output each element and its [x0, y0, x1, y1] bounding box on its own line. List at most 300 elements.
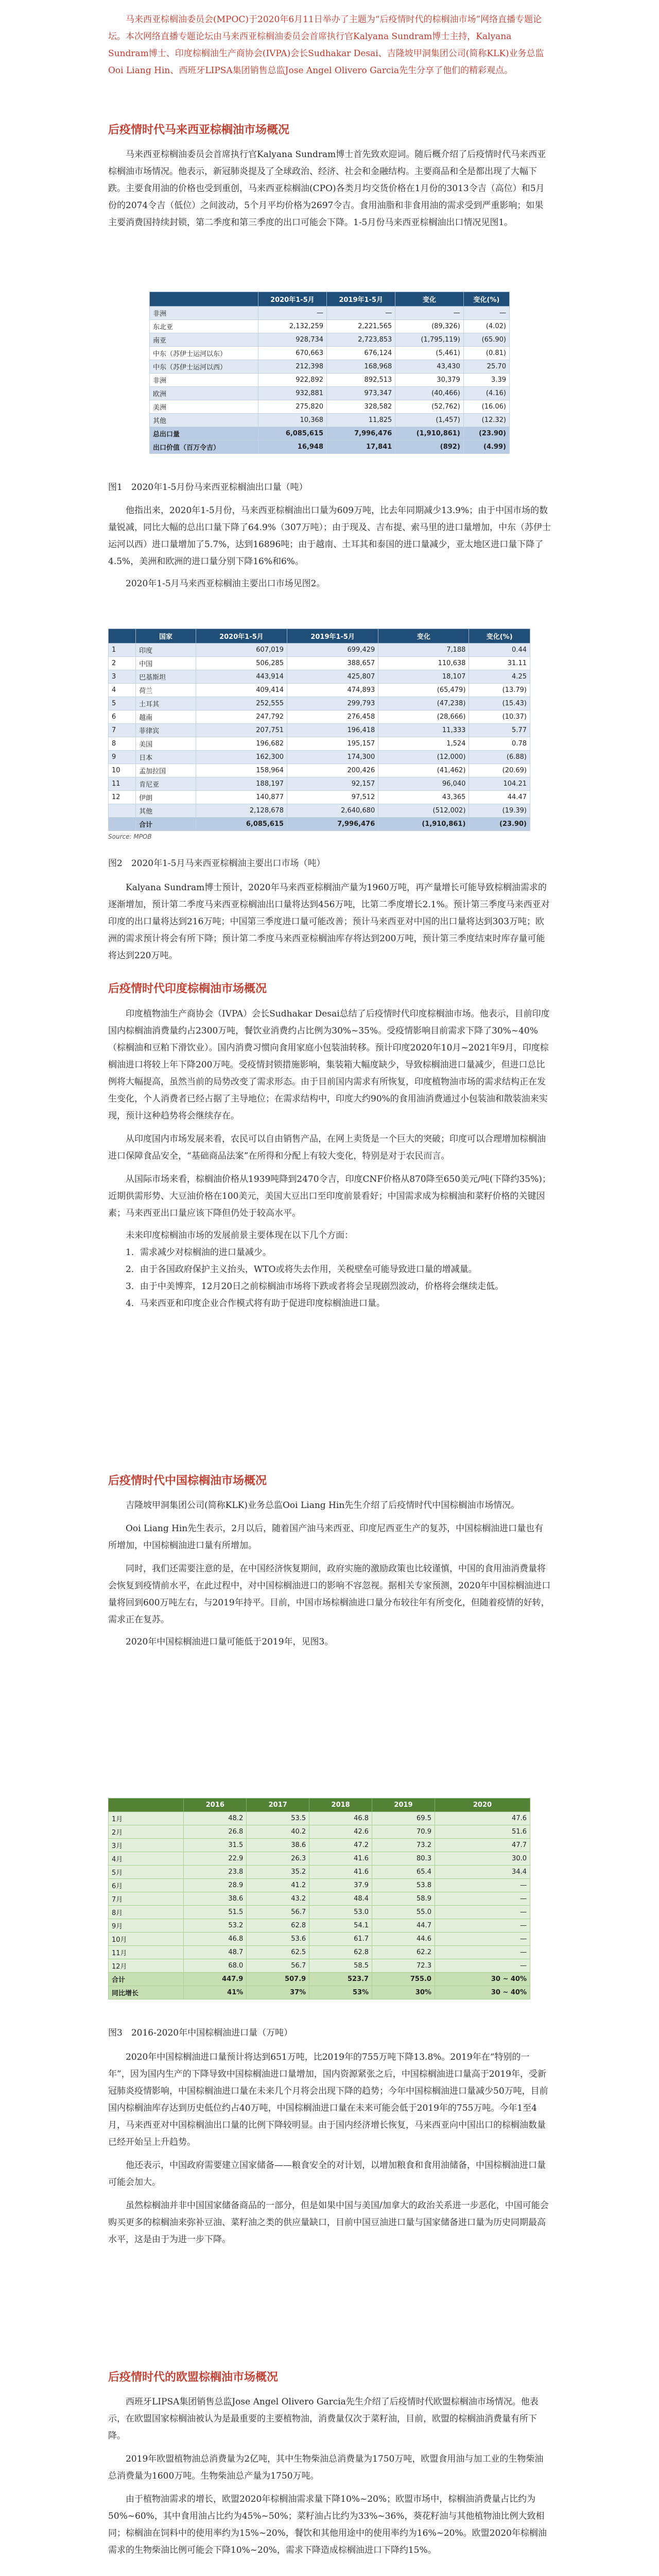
cell — [109, 818, 136, 831]
paragraph: 吉隆坡甲洞集团公司(简称KLK)业务总监Ooi Liang Hin先生介绍了后疫情时代中国棕榈油市场情况。 — [126, 1500, 520, 1511]
cell: 11,825 — [327, 414, 395, 427]
cell: 2,723,853 — [327, 333, 395, 347]
table-total-row — [109, 818, 530, 831]
cell: 美国 — [136, 737, 196, 751]
paragraph: 同时，我们还需要注意的是，在中国经济恢复期间，政府实施的激励政策也比较谨慎，中国的食用油消费量将会恢复到疫情前水平，在此过程中，对中国棕榈油进口的影响不容忽视。据相关专家预测，2020年中国棕榈油进口量将回到600万吨左右，与2019年持平。目前，中国市场棕榈油进口量分布较往年有所变化，但随着疫情的好转，需求正在复苏。 — [108, 1564, 551, 1625]
table-row — [109, 1906, 530, 1919]
cell: 62.8 — [309, 1946, 372, 1959]
cell: 46.8 — [309, 1812, 372, 1825]
cell: 31.11 — [469, 657, 530, 670]
cell: 162,300 — [196, 751, 287, 764]
cell: 53.2 — [184, 1919, 247, 1933]
s3-text-b — [108, 2025, 551, 2248]
table-row — [109, 724, 530, 737]
cell: 388,657 — [287, 657, 378, 670]
col-header — [150, 292, 258, 307]
table3-block — [108, 1798, 551, 1999]
table-total-row — [109, 1973, 530, 1986]
cell: 53.8 — [372, 1879, 435, 1892]
cell: (4.99) — [463, 440, 509, 454]
cell: 2月 — [109, 1825, 184, 1839]
cell: (13.79) — [469, 684, 530, 697]
cell: 38.6 — [247, 1839, 309, 1852]
cell: 69.5 — [372, 1812, 435, 1825]
cell: (12,000) — [378, 751, 469, 764]
table1-block — [108, 292, 551, 454]
cell: 7,996,476 — [287, 818, 378, 831]
cell: 328,582 — [327, 400, 395, 414]
cell: (5,461) — [395, 347, 463, 360]
table-row — [109, 643, 530, 657]
table-total-row — [109, 1986, 530, 1999]
cell: 6月 — [109, 1879, 184, 1892]
cell: (23.90) — [469, 818, 530, 831]
cell: 47.7 — [435, 1839, 530, 1852]
cell: 12 — [109, 791, 136, 804]
cell: 合计 — [136, 818, 196, 831]
cell: 11 — [109, 777, 136, 791]
cell: 409,414 — [196, 684, 287, 697]
cell: 97,512 — [287, 791, 378, 804]
cell: 41.6 — [309, 1852, 372, 1866]
cell: 总出口量 — [150, 427, 258, 440]
cell: (15.43) — [469, 697, 530, 710]
table-row — [109, 1892, 530, 1906]
cell: 16,948 — [258, 440, 326, 454]
cell: 207,751 — [196, 724, 287, 737]
cell: 0.44 — [469, 643, 530, 657]
cell: 38.6 — [184, 1892, 247, 1906]
cell: (512,002) — [378, 804, 469, 818]
cell: 92,157 — [287, 777, 378, 791]
table-row — [109, 1852, 530, 1866]
cell: 252,555 — [196, 697, 287, 710]
section-heading-china: 后疫情时代中国棕榈油市场概况 — [108, 1475, 267, 1487]
cell: 443,914 — [196, 670, 287, 684]
cell: 土耳其 — [136, 697, 196, 710]
col-header: 变化 — [378, 629, 469, 643]
cell: 973,347 — [327, 387, 395, 400]
list-item: 4．马来西亚和印度企业合作模式将有助于促进印度棕榈油进口量。 — [126, 1298, 385, 1309]
col-header: 国家 — [136, 629, 196, 643]
paragraph: 他指出来，2020年1-5月份，马来西亚棕榈油出口量为609万吨，比去年同期减少13.9%；由于中国市场的数量锐减，同比大幅的总出口量下降了64.9%（307万吨）；由于现及、吉布提、索马里的进口量增加，中东（苏伊士运河以西）进口量增加了5.7%，达到16896吨；由于越南、土耳其和泰国的进口量减少，亚太地区进口量下降了4.5%，美洲和欧洲的进口量分别下降16%和6%。 — [108, 505, 551, 567]
cell: 荷兰 — [136, 684, 196, 697]
cell: (19.39) — [469, 804, 530, 818]
cell: 58.5 — [309, 1959, 372, 1973]
figure-caption: 图2 2020年1-5月马来西亚棕榈油主要出口市场（吨） — [108, 858, 325, 869]
cell: 47.2 — [309, 1839, 372, 1852]
cell: — — [327, 307, 395, 320]
table-row — [150, 414, 510, 427]
cell: 188,197 — [196, 777, 287, 791]
col-header: 变化(%) — [463, 292, 509, 307]
col-header: 2019年1-5月 — [327, 292, 395, 307]
cell: 2,221,565 — [327, 320, 395, 333]
cell: 55.0 — [372, 1906, 435, 1919]
cell: 10月 — [109, 1933, 184, 1946]
cell: — — [435, 1892, 530, 1906]
cell: 44.7 — [372, 1919, 435, 1933]
cell: 同比增长 — [109, 1986, 184, 1999]
cell: 2 — [109, 657, 136, 670]
s2-text — [108, 1006, 551, 1312]
cell: 53.6 — [247, 1933, 309, 1946]
paragraph: Ooi Liang Hin先生表示，2月以后，随着国产油马来西亚、印度尼西亚生产的复苏，中国棕榈油进口量也有所增加，中国棕榈油进口量有所增加。 — [108, 1523, 544, 1551]
cell: 37.9 — [309, 1879, 372, 1892]
cell: 25.70 — [463, 360, 509, 374]
cell: (89,326) — [395, 320, 463, 333]
cell: 26.8 — [184, 1825, 247, 1839]
cell: 2,132,259 — [258, 320, 326, 333]
cell: 41% — [184, 1986, 247, 1999]
cell: 42.6 — [309, 1825, 372, 1839]
paragraph: 2020年中国棕榈油进口量预计将达到651万吨，比2019年的755万吨下降13.8%。2019年在“特别的一年”，因为国内生产的下降导致中国棕榈油进口量增加，国内资源紧张之后，中国棕榈油进口量高于2019年，受新冠肺炎疫情影响，中国棕榈油进口量在未来几个月将会出现下降的趋势；今年中国棕榈油进口量减少50万吨，目前国内棕榈油库存达到历史低位约占40万吨，中国棕榈油进口量在未来可能会低于2019年的755万吨。今年1至4月，马来西亚对中国棕榈油出口量的比例下降较明显。由于国内经济增长恢复，马来西亚向中国出口的棕榈油数量已经开始呈上升趋势。 — [108, 2052, 548, 2147]
col-header: 变化 — [395, 292, 463, 307]
table-total-row — [150, 440, 510, 454]
cell: (40,466) — [395, 387, 463, 400]
cell: (4.02) — [463, 320, 509, 333]
table-row — [109, 697, 530, 710]
cell: 68.0 — [184, 1959, 247, 1973]
cell: 43.2 — [247, 1892, 309, 1906]
table-row — [109, 1959, 530, 1973]
cell: — — [435, 1879, 530, 1892]
s4-text-a — [108, 2394, 551, 2559]
cell: 30% — [372, 1986, 435, 1999]
table-row — [109, 670, 530, 684]
table-row — [109, 684, 530, 697]
cell: 48.7 — [184, 1946, 247, 1959]
table-row — [109, 1933, 530, 1946]
cell: 其他 — [150, 414, 258, 427]
cell: 其他 — [136, 804, 196, 818]
cell: 174,300 — [287, 751, 378, 764]
paragraph: 马来西亚棕榈油委员会首席执行官Kalyana Sundram博士首先致欢迎词。随后概介绍了后疫情时代马来西亚棕榈油市场情况。他表示，新冠肺炎提及了全球政治、经济、社会和金融结构。主要商品和全是都出现了大幅下跌。主要食用油的价格也受到重创，马来西亚棕榈油(CPO)各类月均交货价格在1月份的3013令吉（高位）和5月份的2074令吉（低位）之间波动，5个月平均价格为2697令吉。食用油脂和非食用油的需求受到严重影响；如果主要消费国持续封锁，第二季度和第三季度的出口可能会下降。1-5月份马来西亚棕榈油出口情况见图1。 — [108, 149, 546, 228]
cell: (10.37) — [469, 710, 530, 724]
cell: 6,085,615 — [258, 427, 326, 440]
cell: 12月 — [109, 1959, 184, 1973]
cell: 73.2 — [372, 1839, 435, 1852]
cell: 46.8 — [184, 1933, 247, 1946]
paragraph: 印度植物油生产商协会（IVPA）会长Sudhakar Desai总结了后疫情时代印度棕榈油市场。他表示，目前印度国内棕榈油消费量约占2300万吨，餐饮业消费约占比例为30%~35%。受疫情影响目前需求下降了30%~40%（棕榈油和豆粕下滑饮业）。国内消费习惯向食用家庭小包装油转移。预计印度2020年10月~2021年9月，印度棕榈油进口将较上年下降200万吨。受疫情封锁措施影响，集装箱大幅度缺少，导致棕榈油进口量减少，但进口总比例将大幅提高，虽然当前的局势改变了需求形态。由于目前国内需求有所恢复，印度植物油市场的需求结构正在发生变化，个人消费者已经占据了主导地位；在需求结构中，印度大约90%的食用油消费通过小包装油和散装油来实现，预计这种趋势将会继续存在。 — [108, 1009, 550, 1121]
cell: 巴基斯坦 — [136, 670, 196, 684]
cell: 30 ~ 40% — [435, 1986, 530, 1999]
cell: 7月 — [109, 1892, 184, 1906]
cell: 447.9 — [184, 1973, 247, 1986]
cell: 43,365 — [378, 791, 469, 804]
cell: 4 — [109, 684, 136, 697]
cell: 10,368 — [258, 414, 326, 427]
col-header: 2019年1-5月 — [287, 629, 378, 643]
cell: — — [435, 1906, 530, 1919]
table-row — [109, 1839, 530, 1852]
cell: 4.25 — [469, 670, 530, 684]
cell: — — [463, 307, 509, 320]
cell: 美洲 — [150, 400, 258, 414]
cell: 7 — [109, 724, 136, 737]
cell: 62.8 — [247, 1919, 309, 1933]
table-row — [109, 1919, 530, 1933]
paragraph: 西班牙LIPSA集团销售总监Jose Angel Olivero Garcia先生介绍了后疫情时代欧盟棕榈油市场情况。他表示，在欧盟国家棕榈油被认为是最重要的主要植物油，消费量仅次于菜籽油，目前，欧盟的棕榈油消费量有所下降。 — [108, 2397, 539, 2441]
cell: 196,418 — [287, 724, 378, 737]
table-row — [109, 1825, 530, 1839]
cell: 东北亚 — [150, 320, 258, 333]
cell: 70.9 — [372, 1825, 435, 1839]
table-row — [150, 387, 510, 400]
cell: 欧洲 — [150, 387, 258, 400]
cell: 1月 — [109, 1812, 184, 1825]
cell: (28,666) — [378, 710, 469, 724]
cell: 6 — [109, 710, 136, 724]
cell: 65.4 — [372, 1866, 435, 1879]
cell: — — [395, 307, 463, 320]
cell: 425,807 — [287, 670, 378, 684]
table-china-imports — [108, 1798, 530, 1999]
cell: (1,910,861) — [395, 427, 463, 440]
cell: (41,462) — [378, 764, 469, 777]
paragraph: 从印度国内市场发展来看，农民可以自由销售产品，在网上卖货是一个巨大的突破；印度可以合理增加棕榈油进口保障食品安全，“基础商品法案”在所得和分配上有较大变化，特别是对于农民而言。 — [108, 1134, 546, 1161]
cell: (1,795,119) — [395, 333, 463, 347]
cell — [109, 804, 136, 818]
s1-text-a — [108, 146, 551, 231]
cell: 104.21 — [469, 777, 530, 791]
cell: 越南 — [136, 710, 196, 724]
cell: 11月 — [109, 1946, 184, 1959]
paragraph: 未来印度棕榈油市场的发展前景主要体现在以下几个方面： — [126, 1230, 353, 1241]
cell: 23.8 — [184, 1866, 247, 1879]
s3-text-a — [108, 1497, 551, 1651]
cell: 30 ~ 40% — [435, 1973, 530, 1986]
cell: 30.0 — [435, 1852, 530, 1866]
cell: 0.78 — [469, 737, 530, 751]
cell: 96,040 — [378, 777, 469, 791]
cell: 30,379 — [395, 374, 463, 387]
cell: 54.1 — [309, 1919, 372, 1933]
col-header: 2019 — [372, 1799, 435, 1812]
cell: 8 — [109, 737, 136, 751]
cell: 22.9 — [184, 1852, 247, 1866]
cell: 51.6 — [435, 1825, 530, 1839]
col-header: 2020年1-5月 — [258, 292, 326, 307]
cell: 2,640,680 — [287, 804, 378, 818]
cell: — — [435, 1959, 530, 1973]
col-header: 2020 — [435, 1799, 530, 1812]
cell: 53.5 — [247, 1812, 309, 1825]
figure-caption: 图1 2020年1-5月份马来西亚棕榈油出口量（吨） — [108, 482, 308, 493]
cell: 中国 — [136, 657, 196, 670]
cell: 合计 — [109, 1973, 184, 1986]
table-row — [109, 1812, 530, 1825]
table2-block — [108, 629, 551, 840]
cell: 110,638 — [378, 657, 469, 670]
cell: (23.90) — [463, 427, 509, 440]
cell: (892) — [395, 440, 463, 454]
cell: 196,682 — [196, 737, 287, 751]
cell: — — [435, 1919, 530, 1933]
cell: (47,238) — [378, 697, 469, 710]
cell: 34.4 — [435, 1866, 530, 1879]
cell: 9月 — [109, 1919, 184, 1933]
cell: 506,285 — [196, 657, 287, 670]
cell: 非洲 — [150, 307, 258, 320]
cell: 62.5 — [247, 1946, 309, 1959]
cell: 菲律宾 — [136, 724, 196, 737]
cell: (20.69) — [469, 764, 530, 777]
cell: (65,479) — [378, 684, 469, 697]
table-row — [109, 1866, 530, 1879]
cell: (1,910,861) — [378, 818, 469, 831]
cell: 非洲 — [150, 374, 258, 387]
cell: 孟加拉国 — [136, 764, 196, 777]
table-row — [109, 764, 530, 777]
cell: (4.16) — [463, 387, 509, 400]
cell: 158,964 — [196, 764, 287, 777]
cell: 168,968 — [327, 360, 395, 374]
cell: 932,881 — [258, 387, 326, 400]
table-row — [150, 347, 510, 360]
col-header: 2018 — [309, 1799, 372, 1812]
cell: 47.6 — [435, 1812, 530, 1825]
cell: 南亚 — [150, 333, 258, 347]
cell: 28.9 — [184, 1879, 247, 1892]
section-heading-malaysia: 后疫情时代马来西亚棕榈油市场概况 — [108, 124, 290, 137]
cell: 出口价值（百万令吉） — [150, 440, 258, 454]
cell: 3 — [109, 670, 136, 684]
cell: 11,333 — [378, 724, 469, 737]
table-export-by-region — [149, 292, 510, 454]
list-item: 3．由于中美博弈，12月20日之前棕榈油市场将下跌或者将会呈现剧烈波动，价格将会继续走低。 — [126, 1281, 504, 1292]
paragraph: 他还表示，中国政府需要建立国家储备——粮食安全的对计划，以增加粮食和食用油储备，中国棕榈油进口量可能会加大。 — [108, 2160, 546, 2188]
col-header: 变化(%) — [469, 629, 530, 643]
cell: 212,398 — [258, 360, 326, 374]
cell: 7,188 — [378, 643, 469, 657]
cell: 5月 — [109, 1866, 184, 1879]
table-row — [150, 307, 510, 320]
cell: 3月 — [109, 1839, 184, 1852]
cell: (1,457) — [395, 414, 463, 427]
paragraph: 由于植物油需求的增长，欧盟2020年棕榈油需求量下降10%~20%；欧盟市场中，棕榈油消费量占比约为50%~60%，其中食用油占比约为45%~50%；菜籽油占比约为33%~36%，葵花籽油与其他植物油比例大致相同；棕榈油在饲料中的使用率约为15%~20%，餐饮和其他用途中的使用率约为16%~20%。欧盟2020年棕榈油需求的生物柴油比例可能会下降10%~20%，需求下降造成棕榈油进口下降约15%。 — [108, 2494, 547, 2555]
cell: 80.3 — [372, 1852, 435, 1866]
cell: 523.7 — [309, 1973, 372, 1986]
cell: 62.2 — [372, 1946, 435, 1959]
col-header — [109, 629, 136, 643]
cell: — — [435, 1946, 530, 1959]
cell: (6.88) — [469, 751, 530, 764]
cell: 18,107 — [378, 670, 469, 684]
cell: 247,792 — [196, 710, 287, 724]
cell: 1 — [109, 643, 136, 657]
col-header: 2017 — [247, 1799, 309, 1812]
cell: 922,892 — [258, 374, 326, 387]
list-item: 1．需求减少对棕榈油的进口量减少。 — [126, 1247, 271, 1258]
cell: 928,734 — [258, 333, 326, 347]
cell: 5 — [109, 697, 136, 710]
cell: 8月 — [109, 1906, 184, 1919]
table-total-row — [150, 427, 510, 440]
cell: 607,019 — [196, 643, 287, 657]
table-row — [109, 710, 530, 724]
cell: — — [258, 307, 326, 320]
cell: 41.2 — [247, 1879, 309, 1892]
cell: 72.3 — [372, 1959, 435, 1973]
col-header: 2020年1-5月 — [196, 629, 287, 643]
cell: 51.5 — [184, 1906, 247, 1919]
col-header — [109, 1799, 184, 1812]
table-row — [109, 804, 530, 818]
cell: 37% — [247, 1986, 309, 1999]
cell: 中东（苏伊士运河以西） — [150, 360, 258, 374]
cell: 670,663 — [258, 347, 326, 360]
cell: 日本 — [136, 751, 196, 764]
cell: 4月 — [109, 1852, 184, 1866]
table-row — [150, 360, 510, 374]
table-row — [109, 737, 530, 751]
table-row — [109, 1946, 530, 1959]
intro-paragraph: 马来西亚棕榈油委员会(MPOC)于2020年6月11日举办了主题为“后疫情时代的棕榈油市场”网络直播专题论坛。本次网络直播专题论坛由马来西亚棕榈油委员会首席执行官Kalyana Sundram博士主持，Kalyana Sundram博士、印度棕榈油生产商协会(IVPA)会长Sudhakar Desai、吉隆坡甲洞集团公司(简称KLK)业务总监Ooi Liang Hin、西班牙LIPSA集团销售总监Jose Angel Olivero Garcia先生分享了他们的精彩观点。 — [108, 14, 544, 76]
cell: 676,124 — [327, 347, 395, 360]
cell: 印度 — [136, 643, 196, 657]
cell: — — [435, 1933, 530, 1946]
col-header: 2016 — [184, 1799, 247, 1812]
cell: 5.77 — [469, 724, 530, 737]
section-heading-india: 后疫情时代印度棕榈油市场概况 — [108, 982, 267, 995]
table-row — [109, 1879, 530, 1892]
paragraph: 从国际市场来看，棕榈油价格从1939吨降到2470令吉，印度CNF价格从870降至650美元/吨(下降约35%)；近期供需形势、大豆油价格在100美元，美国大豆出口至印度前景看好；中国需求成为棕榈油和菜籽价格的关键因素；马来西亚出口量应该下降但仍处于较高水平。 — [108, 1174, 551, 1218]
cell: 474,893 — [287, 684, 378, 697]
cell: 31.5 — [184, 1839, 247, 1852]
cell: (65.90) — [463, 333, 509, 347]
cell: 53% — [309, 1986, 372, 1999]
cell: 53.0 — [309, 1906, 372, 1919]
table-row — [150, 333, 510, 347]
table-source-note: Source: MPOB — [108, 833, 152, 840]
cell: (52,762) — [395, 400, 463, 414]
paragraph: 2020年1-5月马来西亚棕榈油主要出口市场见图2。 — [126, 579, 325, 589]
cell: 699,429 — [287, 643, 378, 657]
cell: 1,524 — [378, 737, 469, 751]
cell: 40.2 — [247, 1825, 309, 1839]
cell: (12.32) — [463, 414, 509, 427]
cell: 7,996,476 — [327, 427, 395, 440]
cell: 507.9 — [247, 1973, 309, 1986]
table-header-row — [109, 629, 530, 643]
cell: (16.06) — [463, 400, 509, 414]
table-header-row — [109, 1799, 530, 1812]
cell: 299,793 — [287, 697, 378, 710]
cell: 275,820 — [258, 400, 326, 414]
cell: 44.47 — [469, 791, 530, 804]
cell: (0.81) — [463, 347, 509, 360]
cell: 195,157 — [287, 737, 378, 751]
cell: 56.7 — [247, 1906, 309, 1919]
table-row — [150, 320, 510, 333]
table-row — [150, 400, 510, 414]
cell: 26.3 — [247, 1852, 309, 1866]
table-row — [109, 777, 530, 791]
cell: 755.0 — [372, 1973, 435, 1986]
cell: 48.4 — [309, 1892, 372, 1906]
cell: 276,458 — [287, 710, 378, 724]
table-row — [109, 657, 530, 670]
cell: 10 — [109, 764, 136, 777]
paragraph: Kalyana Sundram博士预计，2020年马来西亚棕榈油产量为1960万吨，再产量增长可能导致棕榈油需求的逐渐增加，预计第二季度马来西亚棕榈油出口量将达到456万吨，比第二季度增长2.1%。预计第三季度马来西亚对印度的出口量将达到216万吨；中国第三季度进口量可能改善；预计马来西亚对中国的出口量将达到303万吨；欧洲的需求预计将会有所下降；预计第二季度马来西亚棕榈油库存将达到200万吨，预计第三季度结束时库存量可能将达到220万吨。 — [108, 883, 550, 961]
cell: 伊朗 — [136, 791, 196, 804]
table-row — [109, 751, 530, 764]
figure-caption: 图3 2016-2020年中国棕榈油进口量（万吨） — [108, 2028, 293, 2038]
cell: 17,841 — [327, 440, 395, 454]
cell: 35.2 — [247, 1866, 309, 1879]
cell: 中东（苏伊士运河以东） — [150, 347, 258, 360]
